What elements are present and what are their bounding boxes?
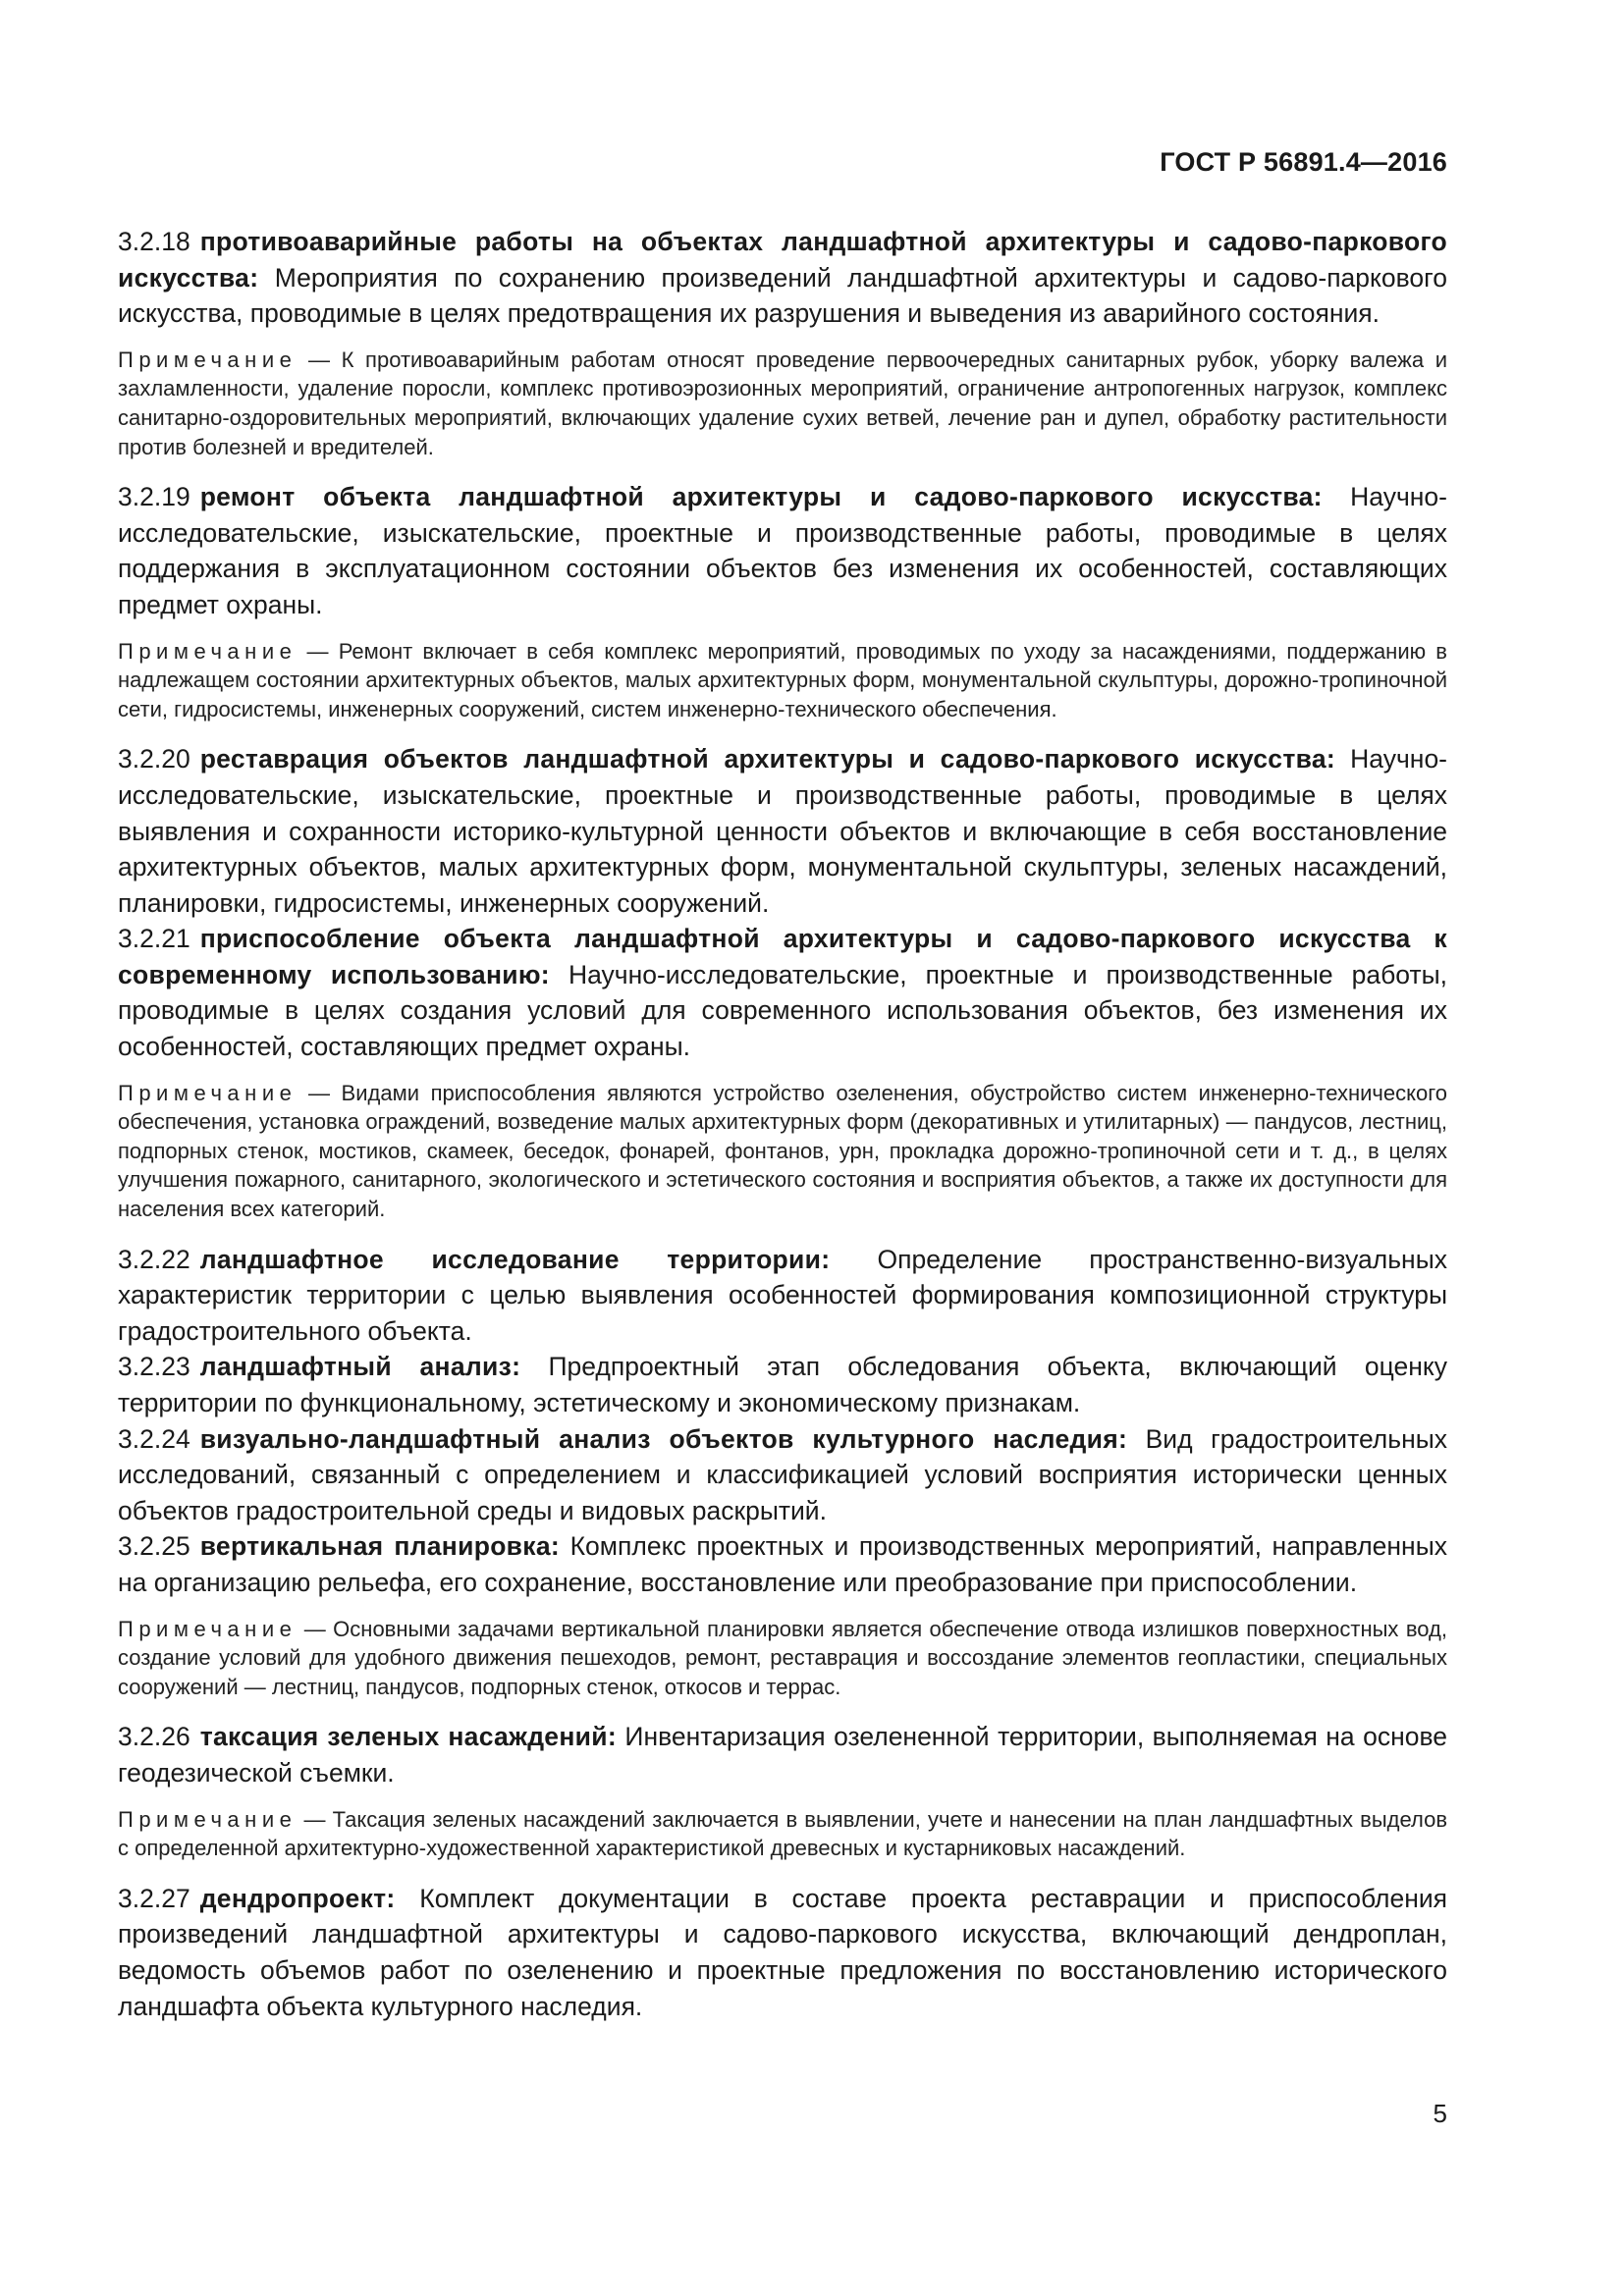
term-number: 3.2.23 <box>118 1352 190 1382</box>
term-definition: Определение пространственно-визуальных характеристик территории с целью выявления особенностей формирования композиционной структуры градостроительного объекта. <box>118 1244 1447 1346</box>
note-label: Примечание <box>118 1806 298 1832</box>
term-title: реставрация объектов ландшафтной архитектуры и садово-паркового искусства: <box>199 744 1336 774</box>
term-number: 3.2.21 <box>118 924 190 954</box>
term-number: 3.2.22 <box>118 1244 190 1274</box>
term-3-2-25 <box>118 1528 1447 1600</box>
term-title: ландшафтный анализ: <box>199 1352 521 1382</box>
term-number: 3.2.26 <box>118 1722 190 1752</box>
note-3-2-18 <box>118 346 1447 461</box>
term-3-2-18 <box>118 224 1447 332</box>
term-3-2-27 <box>118 1881 1447 2024</box>
page-number: 5 <box>1433 2099 1447 2128</box>
term-definition: Инвентаризация озелененной территории, выполняемая на основе геодезической съемки. <box>118 1722 1447 1788</box>
note-text: — Ремонт включает в себя комплекс мероприятий, проводимых по уходу за насаждениями, поддержанию в надлежащем состоянии архитектурных объектов, малых архитектурных форм, монументальной скульптуры, дорожно-тропиночной сети, гидросистемы, инженерных сооружений, систем инженерно-технического обеспечения. <box>118 638 1447 721</box>
note-3-2-25 <box>118 1615 1447 1702</box>
note-text: — Основными задачами вертикальной планировки является обеспечение отвода излишков поверхностных вод, создание условий для удобного движения пешеходов, ремонт, реставрация и воссоздание элементов геопластики, специальных сооружений — лестниц, пандусов, подпорных стенок, откосов и террас. <box>118 1616 1447 1699</box>
note-label: Примечание <box>118 347 298 372</box>
term-definition: Научно-исследовательские, изыскательские, проектные и производственные работы, проводимые в целях выявления и сохранности историко-культурной ценности объектов и включающие в себя восстановление архитектурных объектов, малых архитектурных форм, монументальной скульптуры, зеленых насаждений, планировки, гидросистемы, инженерных сооружений. <box>118 744 1448 918</box>
note-3-2-21 <box>118 1079 1447 1224</box>
term-definition: Мероприятия по сохранению произведений ландшафтной архитектуры и садово-паркового искусства, проводимые в целях предотвращения их разрушения и выведения из аварийного состояния. <box>118 262 1447 329</box>
term-number: 3.2.19 <box>118 482 190 512</box>
note-text: — К противоаварийным работам относят проведение первоочередных санитарных рубок, уборку валежа и захламленности, удаление поросли, комплекс противоэрозионных мероприятий, ограничение антропогенных нагрузок, комплекс санитарно-оздоровительных мероприятий, включающих удаление сухих ветвей, лечение ран и дупел, обработку растительности против болезней и вредителей. <box>118 347 1447 459</box>
document-code: ГОСТ Р 56891.4—2016 <box>1160 147 1447 177</box>
term-title: противоаварийные работы на объектах ландшафтной архитектуры и садово-паркового искусства: <box>118 227 1447 293</box>
term-3-2-24 <box>118 1421 1447 1529</box>
note-3-2-26 <box>118 1805 1447 1863</box>
term-title: ландшафтное исследование территории: <box>199 1244 831 1274</box>
term-number: 3.2.18 <box>118 227 190 256</box>
note-label: Примечание <box>118 1080 298 1105</box>
term-title: визуально-ландшафтный анализ объектов культурного наследия: <box>199 1423 1128 1454</box>
term-3-2-21 <box>118 921 1447 1064</box>
term-3-2-22 <box>118 1242 1447 1350</box>
note-text: — Таксация зеленых насаждений заключается в выявлении, учете и нанесении на план ландшафтных выделов с определенной архитектурно-художественной характеристикой древесных и кустарниковых насаждений. <box>118 1806 1447 1861</box>
term-number: 3.2.27 <box>118 1883 190 1913</box>
term-definition: Научно-исследовательские, изыскательские, проектные и производственные работы, проводимые в целях поддержания в эксплуатационном состоянии объектов без изменения их особенностей, составляющих предмет охраны. <box>118 482 1447 619</box>
note-text: — Видами приспособления являются устройство озеленения, обустройство систем инженерно-технического обеспечения, установка ограждений, возведение малых архитектурных форм (декоративных и утилитарных) — пандусов, лестниц, подпорных стенок, мостиков, скамеек, беседок, фонарей, фонтанов, урн, прокладка дорожно-тропиночной сети и т. д., в целях улучшения пожарного, санитарного, экологического и эстетического состояния и восприятия объектов, а также их доступности для населения всех категорий. <box>118 1080 1447 1222</box>
term-title: таксация зеленых насаждений: <box>199 1722 617 1752</box>
term-3-2-26 <box>118 1719 1447 1790</box>
note-label: Примечание <box>118 1616 298 1641</box>
term-definition: Вид градостроительных исследований, связанный с определением и классификацией условий восприятия исторически ценных объектов градостроительной среды и видовых раскрытий. <box>118 1423 1447 1525</box>
term-definition: Комплекс проектных и производственных мероприятий, направленных на организацию рельефа, его сохранение, восстановление или преобразование при приспособлении. <box>118 1531 1447 1597</box>
term-number: 3.2.20 <box>118 744 190 774</box>
content <box>118 224 1447 2024</box>
note-label: Примечание <box>118 638 298 664</box>
term-title: приспособление объекта ландшафтной архитектуры и садово-паркового искусства к современному использованию: <box>118 924 1447 989</box>
term-title: ремонт объекта ландшафтной архитектуры и садово-паркового искусства: <box>199 482 1323 512</box>
term-definition: Предпроектный этап обследования объекта, включающий оценку территории по функциональному, эстетическому и экономическому признакам. <box>118 1352 1448 1417</box>
term-definition: Комплект документации в составе проекта реставрации и приспособления произведений ландшафтной архитектуры и садово-паркового искусства, включающий дендроплан, ведомость объемов работ по озеленению и проектные предложения по восстановлению исторического ландшафта объекта культурного наследия. <box>118 1883 1447 2021</box>
note-3-2-19 <box>118 637 1447 724</box>
term-title: дендропроект: <box>199 1883 396 1913</box>
term-3-2-20 <box>118 741 1447 921</box>
term-title: вертикальная планировка: <box>199 1531 560 1562</box>
term-definition: Научно-исследовательские, проектные и производственные работы, проводимые в целях создания условий для современного использования объектов, без изменения их особенностей, составляющих предмет охраны. <box>118 959 1447 1062</box>
term-3-2-19 <box>118 479 1447 622</box>
term-number: 3.2.25 <box>118 1531 190 1562</box>
term-3-2-23 <box>118 1349 1447 1420</box>
term-number: 3.2.24 <box>118 1423 190 1454</box>
